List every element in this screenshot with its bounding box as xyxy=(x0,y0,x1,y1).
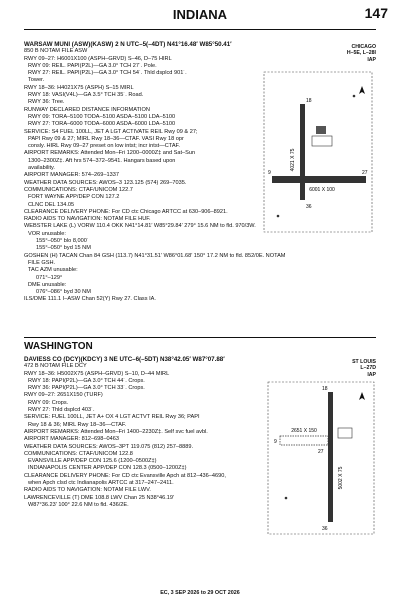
iap-label: IAP xyxy=(367,56,376,63)
chart-refs: H–5E, L–28I xyxy=(346,50,376,57)
city-title: WASHINGTON xyxy=(24,341,93,352)
city-heading-washington xyxy=(24,341,376,353)
runway-18-36 xyxy=(328,392,333,522)
airport-diagram-daviess xyxy=(266,378,376,538)
page-header xyxy=(0,4,400,24)
entry-line: CLNC DEL 134.05 xyxy=(28,201,75,208)
entry-line: 1300–2300Z‡. Aft hrs 574–372–9541. Hangars based upon xyxy=(28,157,176,164)
rwy-end-36: 36 xyxy=(306,204,312,210)
entry-line: AIRPORT MANAGER: 812–698–0463 xyxy=(24,436,119,443)
entry-line: CLEARANCE DELIVERY PHONE: For CD ctc Evansville Apch at 812–436–4690, xyxy=(24,472,226,479)
entry-line: when Apch clsd ctc Indianapolis ARTCC at 317–247–2411. xyxy=(28,480,174,487)
entry-line: RWY 36: Tree. xyxy=(28,99,65,106)
page-number: 147 xyxy=(364,5,388,21)
obstacle-icon xyxy=(277,215,280,218)
entry-line: 155°–050° blo 8,000´ xyxy=(36,238,89,245)
entry-line: AIRPORT REMARKS: Attended Mon–Fri 1400–2230Z‡. Self svc fuel avbl. xyxy=(24,428,208,435)
rwy-end-27: 27 xyxy=(362,170,368,176)
entry-line: RWY 18: PAPI(P2L)—GA 3.0° TCH 44´. Crops. xyxy=(28,377,145,384)
entry-line: RWY 09: REIL. PAPI(P2L)—GA 3.0° TCH 27´. Pole. xyxy=(28,62,157,69)
runway-09-27-turf xyxy=(280,436,328,445)
diagram-frame xyxy=(268,382,374,534)
runway-09-27 xyxy=(272,176,366,183)
runway-18-36 xyxy=(300,104,305,200)
entry-line: availability. xyxy=(28,165,55,172)
apron xyxy=(312,136,332,146)
entry-line: SERVICE: FUEL 100LL, JET A+ OX 4 LGT ACTVT REIL Rwy 36; PAPI xyxy=(24,414,200,421)
entry-line: RWY 18–36: H5002X75 (ASPH–GRVD) S–10, D–44 MIRL xyxy=(24,370,170,377)
entry-line: RADIO AIDS TO NAVIGATION: NOTAM FILE HUF. xyxy=(24,216,151,223)
rwy-end-18: 18 xyxy=(306,98,312,104)
rwy-end-9: 9 xyxy=(268,170,271,176)
entry-line: 472 B NOTAM FILE DCY xyxy=(24,363,87,370)
entry-line: 076°–086° byd 30 NM xyxy=(36,289,91,296)
entry-line: PAPI Rwy 09 & 27; MIRL Rwy 18–36—CTAF. VASI Rwy 18 opr xyxy=(28,135,184,142)
entry-line: RADIO AIDS TO NAVIGATION: NOTAM FILE LWV. xyxy=(24,487,151,494)
entry-line: WEATHER DATA SOURCES: AWOS–3PT 119.075 (812) 257–8889. xyxy=(24,443,194,450)
rwy-18-36-dim: 4021 X 75 xyxy=(290,148,296,172)
rwy-end-36: 36 xyxy=(322,526,328,532)
rwy-18-36-dim: 5002 X 75 xyxy=(338,466,344,490)
entry-line: RWY 36: PAPI(P2L)—GA 3.0° TCH 33´. Crops. xyxy=(28,385,145,392)
obstacle-icon xyxy=(285,497,288,500)
entry-line: 071°–129° xyxy=(36,274,63,281)
obstacle-icon xyxy=(353,95,356,98)
entry-line: FORT WAYNE APP/DEP CON 127.2 xyxy=(28,194,120,201)
entry-line: Tower. xyxy=(28,77,45,84)
rwy-end-18: 18 xyxy=(322,386,328,392)
entry-line: TAC AZM unusable: xyxy=(28,267,78,274)
rwy-09-27-dim: 2651 X 150 xyxy=(291,428,317,434)
entry-line: W87°36.23′ 100° 22.6 NM to fld. 436/2E. xyxy=(28,501,129,508)
chart-refs: L–27D xyxy=(360,365,376,372)
entry-line: COMMUNICATIONS: CTAF/UNICOM 122.8 xyxy=(24,450,133,457)
entry-line: INDIANAPOLIS CENTER APP/DEP CON 128.3 (0500–1200Z‡) xyxy=(28,465,187,472)
entry-line: 155°–050° byd 15 NM xyxy=(36,245,91,252)
entry-line: RWY 09: TORA–5100 TODA–5100 ASDA–5100 LDA–5100 xyxy=(28,113,176,120)
iap-label: IAP xyxy=(367,371,376,378)
entry-line: CLEARANCE DELIVERY PHONE: For CD ctc Chicago ARTCC at 630–906–8921. xyxy=(24,208,228,215)
state-title: INDIANA xyxy=(172,7,228,22)
north-arrow-icon xyxy=(359,392,365,400)
region-label: ST LOUIS xyxy=(352,359,376,365)
entry-line: EVANSVILLE APP/DEP CON 125.6 (1200–0500Z‡) xyxy=(28,458,157,465)
daviess-refs xyxy=(352,359,376,378)
apron xyxy=(338,428,352,438)
entry-line: WEATHER DATA SOURCES: AWOS–3 123.125 (574) 269–7035. xyxy=(24,179,187,186)
rwy-09-27-dim: 6001 X 100 xyxy=(309,187,335,193)
entry-line: Rwy 18 & 36; MIRL Rwy 18–36—CTAF. xyxy=(28,421,127,428)
entry-line: AIRPORT MANAGER: 574–269–1337 xyxy=(24,172,119,179)
section-rule xyxy=(24,337,376,338)
entry-line: VOR unusable: xyxy=(28,230,66,237)
region-label: CHICAGO xyxy=(351,44,376,50)
page-footer: EC, 3 SEP 2026 to 29 OCT 2026 xyxy=(160,590,240,596)
entry-line: RWY 18: VASI(V4L)—GA 3.5° TCH 35´. Road. xyxy=(28,92,144,99)
entry-line: RUNWAY DECLARED DISTANCE INFORMATION xyxy=(24,106,150,113)
airport-title: DAVIESS CO (DCY)(KDCY) 3 NE UTC–6(–5DT) N38°42.05′ W87°07.88′ xyxy=(24,356,225,363)
entry-line: LAWRENCEVILLE (T) DME 108.8 LWV Chan 25 N38°46.19′ xyxy=(24,494,175,501)
north-arrow-icon xyxy=(359,86,365,94)
entry-line: AIRPORT REMARKS: Attended Mon–Fri 1200–0000Z‡ and Sat–Sun xyxy=(24,150,196,157)
entry-line: GOSHEN (H) TACAN Chan 84 GSH (113.7) N41°31.51′ W86°01.68′ 150° 17.2 NM to fld. 852/0E. NOTAM xyxy=(24,252,286,259)
entry-line: RWY 27: Thld dsplcd 403´. xyxy=(28,407,95,414)
rwy-end-27: 27 xyxy=(318,449,324,455)
entry-line: RWY 09: Crops. xyxy=(28,399,69,406)
entry-line: RWY 09–27: 2651X150 (TURF) xyxy=(24,392,103,399)
entry-line: RWY 09–27: H6001X100 (ASPH–GRVD) S–46, D–75 HIRL xyxy=(24,55,172,62)
entry-line: COMMUNICATIONS: CTAF/UNICOM 122.7 xyxy=(24,186,133,193)
entry-line: DME unusable: xyxy=(28,281,67,288)
entry-line: RWY 27: REIL. PAPI(P2L)—GA 3.0° TCH 54´. Thld dsplcd 901´. xyxy=(28,70,187,77)
warsaw-refs xyxy=(347,44,376,63)
entry-line: consly. HIRL Rwy 09–27 preset on low intst; incr intst—CTAF. xyxy=(28,143,180,150)
entry-line: 850 B NOTAM FILE ASW xyxy=(24,48,88,55)
header-rule xyxy=(24,29,376,30)
rwy-end-9: 9 xyxy=(274,439,277,445)
entry-line: FILE GSH. xyxy=(28,259,56,266)
entry-line: RWY 18–36: H4021X75 (ASPH) S–15 MIRL xyxy=(24,84,134,91)
hangar-block xyxy=(316,126,326,134)
entry-line: SERVICE: S4 FUEL 100LL, JET A LGT ACTIVATE REIL Rwy 09 & 27; xyxy=(24,128,198,135)
airport-title: WARSAW MUNI (ASW)(KASW) 2 N UTC–5(–4DT) N41°16.48′ W85°50.41′ xyxy=(24,41,232,48)
airport-diagram-warsaw xyxy=(262,66,376,236)
entry-line: RWY 27: TORA–6000 TODA–6000 ASDA–6000 LDA–5100 xyxy=(28,121,176,128)
diagram-frame xyxy=(264,72,372,232)
entry-line: ILS/DME 111.1 I–ASW Chan 52(Y) Rwy 27. Class IA. xyxy=(24,296,156,303)
entry-line: WEBSTER LAKE (L) VORW 110.4 OKK N41°14.81′ W85°29.84′ 279° 15.6 NM to fld. 970/3W. xyxy=(24,223,256,230)
